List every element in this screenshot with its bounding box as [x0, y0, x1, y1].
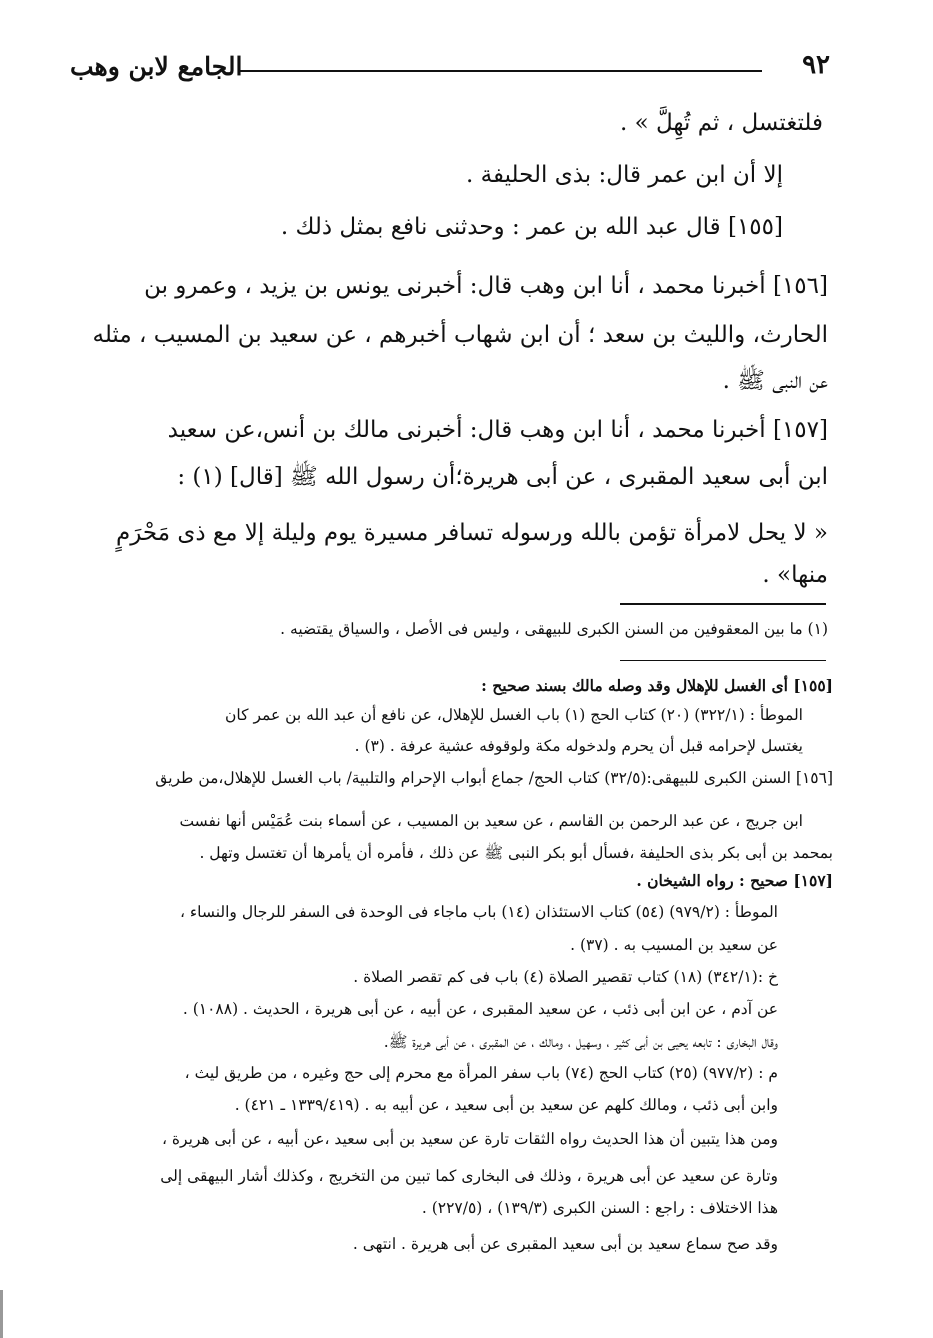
note-line: الموطأ : (٩٧٩/٢) (٥٤) كتاب الاستئذان (١٤) باب ماجاء فى الوحدة فى السفر للرجال والنساء ، — [179, 903, 778, 921]
note-line: ابن جريج ، عن عبد الرحمن بن القاسم ، عن سعيد بن المسيب ، عن أسماء بنت عُمَيْس أنها نفست — [179, 812, 803, 830]
note-line: عن سعيد بن المسيب به . (٣٧) . — [570, 936, 778, 954]
main-text-line: فلتغتسل ، ثم تُهِلَّ » . — [619, 110, 823, 136]
note-heading: [١٥٧] صحيح : رواه الشيخان . — [636, 871, 833, 890]
note-line: يغتسل لإحرامه قبل أن يحرم ولدخوله مكة ولوقوفه عشية عرفة . (٣) . — [354, 737, 803, 755]
header-rule — [240, 70, 762, 72]
page-number: ٩٢ — [802, 50, 830, 80]
main-text-line: إلا أن ابن عمر قال: بذى الحليفة . — [466, 162, 783, 188]
note-line: وابن أبى ذئب ، ومالك كلهم عن سعيد بن أبى سعيد ، عن أبيه به . (١٣٣٩/٤١٩ ـ ٤٢١) . — [234, 1096, 778, 1114]
note-line: وتارة عن سعيد عن أبى هريرة ، وذلك فى البخارى كما تبين من التخريج ، وكذلك أشار البيهقى إلى — [160, 1167, 778, 1185]
note-line: ومن هذا يتبين أن هذا الحديث رواه الثقات تارة عن سعيد بن أبى سعيد ،عن أبيه ، عن أبى هريرة ، — [161, 1130, 778, 1148]
footnote-rule — [620, 603, 826, 605]
note-line: خ :(٣٤٢/١) (١٨) كتاب تقصير الصلاة (٤) باب فى كم تقصر الصلاة . — [353, 968, 778, 986]
main-text-line: ابن أبى سعيد المقبرى ، عن أبى هريرة؛أن رسول الله ﷺ [قال] (١) : — [177, 464, 828, 490]
footnote: (١) ما بين المعقوفين من السنن الكبرى للبيهقى ، وليس فى الأصل ، والسياق يقتضيه . — [280, 620, 828, 638]
main-text-line: الحارث، والليث بن سعد ؛ أن ابن شهاب أخبرهم ، عن سعيد بن المسيب ، مثله — [92, 322, 828, 348]
note-line: عن آدم ، عن ابن أبى ذئب ، عن سعيد المقبرى ، عن أبيه ، عن أبى هريرة ، الحديث . (١٠٨٨) . — [182, 1000, 778, 1018]
page-header — [70, 48, 830, 88]
book-title: الجامع لابن وهب — [70, 52, 243, 81]
main-text-line: [١٥٥] قال عبد الله بن عمر : وحدثنى نافع بمثل ذلك . — [280, 214, 783, 240]
main-text-line: [١٥٧] أخبرنا محمد ، أنا ابن وهب قال: أخبرنى مالك بن أنس،عن سعيد — [167, 417, 828, 443]
scan-edge — [0, 1290, 3, 1338]
main-text-line: « لا يحل لامرأة تؤمن بالله ورسوله تسافر مسيرة يوم وليلة إلا مع ذى مَحْرَمٍ — [115, 520, 828, 546]
note-line: بمحمد بن أبى بكر بذى الحليفة ،فسأل أبو بكر النبى ﷺ عن ذلك ، فأمره أن يأمرها أن تغتسل وتهل . — [199, 844, 833, 862]
main-text-line: [١٥٦] أخبرنا محمد ، أنا ابن وهب قال: أخبرنى يونس بن يزيد ، وعمرو بن — [144, 273, 828, 299]
note-line: م : (٩٧٧/٢) (٢٥) كتاب الحج (٧٤) باب سفر المرأة مع محرم إلى حج وغيره ، من طريق ليث ، — [184, 1064, 778, 1082]
footnote-rule — [620, 660, 826, 661]
note-heading: [١٥٥] أى الغسل للإهلال وقد وصله مالك بسند صحيح : — [481, 676, 833, 695]
main-text-line: عن النبى ﷺ . — [722, 368, 828, 394]
note-line: وقال البخارى : تابعه يحيى بن أبى كثير ، وسهيل ، ومالك ، عن المقبرى ، عن أبى هريرة ﷺ. — [383, 1033, 778, 1051]
note-line: وقد صح سماع سعيد بن أبى سعيد المقبرى عن أبى هريرة . انتهى . — [352, 1235, 778, 1253]
note-heading: [١٥٦] السنن الكبرى للبيهقى:(٣٢/٥) كتاب الحج/ جماع أبواب الإحرام والتلبية/ باب الغسل للإهلال،من طريق — [155, 769, 833, 787]
note-line: الموطأ : (٣٢٢/١) (٢٠) كتاب الحج (١) باب الغسل للإهلال، عن نافع أن عبد الله بن عمر كان — [225, 706, 803, 724]
note-line: هذا الاختلاف : راجع : السنن الكبرى (١٣٩/٣) ، (٢٢٧/٥) . — [421, 1199, 778, 1217]
main-text-line: منها» . — [762, 562, 828, 588]
